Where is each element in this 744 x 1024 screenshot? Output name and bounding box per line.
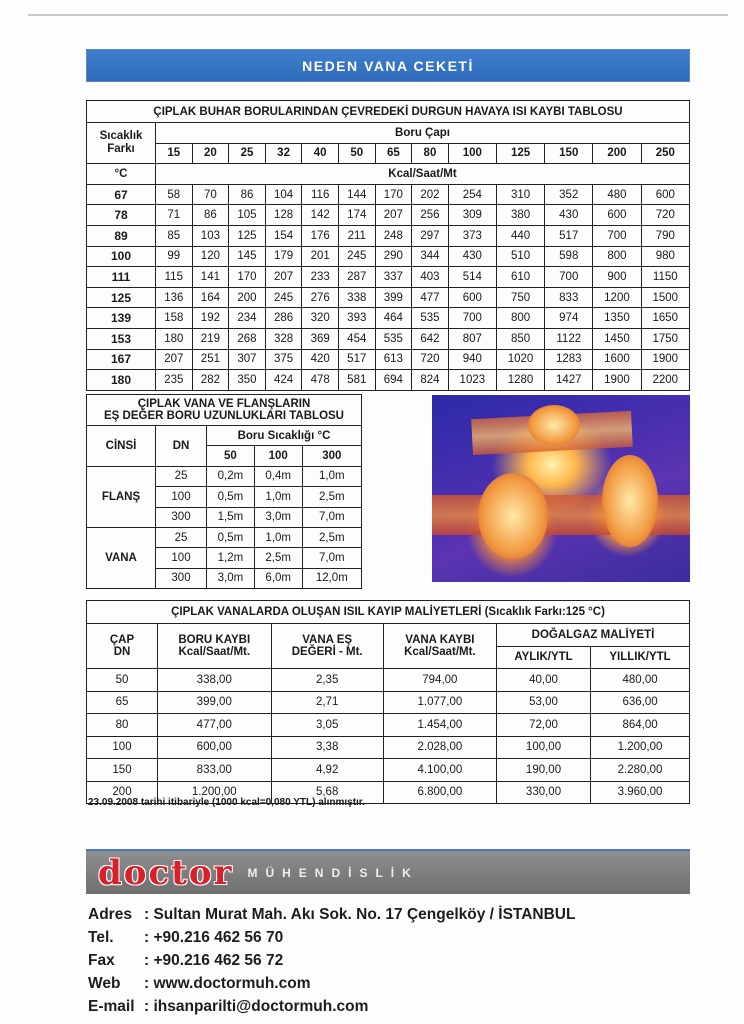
loss-cell: 136 — [156, 287, 193, 308]
loss-cell: 750 — [496, 287, 544, 308]
dn-header: DN — [156, 426, 207, 467]
loss-cell: 380 — [496, 205, 544, 226]
loss-cell: 393 — [338, 308, 375, 329]
loss-cell: 464 — [375, 308, 412, 329]
loss-cell: 207 — [156, 349, 193, 370]
loss-cell: 174 — [338, 205, 375, 226]
cost-table — [86, 600, 690, 804]
table-row — [87, 466, 362, 486]
valve-eq-l1: VANA EŞ — [302, 634, 353, 646]
loss-cell: 600 — [641, 184, 689, 205]
table-row — [87, 205, 690, 226]
cost-cell: 200 — [87, 781, 158, 804]
cost-cell: 3.960,00 — [591, 781, 690, 804]
cost-cell: 4,92 — [271, 759, 383, 782]
loss-cell: 248 — [375, 225, 412, 246]
table-row — [87, 370, 690, 391]
heat-loss-table — [86, 100, 690, 391]
equiv-title-line2: EŞ DEĞER BORU UZUNLUKLARI TABLOSU — [103, 410, 344, 422]
temp-diff-cell: 180 — [87, 370, 156, 391]
loss-cell: 287 — [338, 267, 375, 288]
cost-cell: 480,00 — [591, 669, 690, 692]
loss-cell: 375 — [265, 349, 302, 370]
loss-cell: 180 — [156, 328, 193, 349]
loss-cell: 235 — [156, 370, 193, 391]
loss-cell: 290 — [375, 246, 412, 267]
loss-cell: 477 — [412, 287, 449, 308]
loss-cell: 900 — [593, 267, 641, 288]
contact-value[interactable]: : www.doctormuh.com — [144, 974, 311, 992]
loss-cell: 207 — [265, 267, 302, 288]
diameter-cell: 20 — [192, 143, 229, 164]
loss-cell: 201 — [302, 246, 339, 267]
valve-eq-header — [271, 624, 383, 669]
loss-cell: 297 — [412, 225, 449, 246]
loss-cell: 251 — [192, 349, 229, 370]
loss-cell: 700 — [545, 267, 593, 288]
temp-diff-cell: 111 — [87, 267, 156, 288]
cap-header-l1: ÇAP — [109, 634, 135, 646]
temp-diff-cell: 78 — [87, 205, 156, 226]
loss-cell: 320 — [302, 308, 339, 329]
dn-cell: 300 — [156, 568, 207, 588]
cost-cell: 1.200,00 — [158, 781, 272, 804]
loss-cell: 478 — [302, 370, 339, 391]
loss-cell: 86 — [229, 184, 266, 205]
temp-diff-cell: 139 — [87, 308, 156, 329]
loss-cell: 1023 — [448, 370, 496, 391]
table-row — [87, 308, 690, 329]
contact-value[interactable]: : Sultan Murat Mah. Akı Sok. No. 17 Çengelköy / İSTANBUL — [144, 905, 576, 923]
pipe-loss-header — [158, 624, 272, 669]
loss-cell: 104 — [265, 184, 302, 205]
loss-cell: 454 — [338, 328, 375, 349]
loss-cell: 142 — [302, 205, 339, 226]
type-cell: VANA — [87, 527, 156, 588]
equiv-title-line1: ÇIPLAK VANA VE FLANŞLARIN — [137, 398, 311, 410]
loss-cell: 145 — [229, 246, 266, 267]
loss-cell: 399 — [375, 287, 412, 308]
cap-header — [87, 624, 158, 669]
length-cell: 2,5m — [302, 527, 361, 547]
cost-cell: 2,35 — [271, 669, 383, 692]
loss-cell: 807 — [448, 328, 496, 349]
temp-diff-cell: 167 — [87, 349, 156, 370]
loss-cell: 154 — [265, 225, 302, 246]
brand-logo: doctor — [98, 852, 234, 893]
length-cell: 3,0m — [254, 507, 302, 527]
loss-cell: 833 — [545, 287, 593, 308]
loss-cell: 369 — [302, 328, 339, 349]
length-cell: 7,0m — [302, 507, 361, 527]
loss-cell: 420 — [302, 349, 339, 370]
cost-cell: 65 — [87, 691, 158, 714]
loss-cell: 610 — [496, 267, 544, 288]
length-cell: 0,4m — [254, 466, 302, 486]
loss-cell: 974 — [545, 308, 593, 329]
cost-cell: 53,00 — [496, 691, 590, 714]
dn-cell: 100 — [156, 487, 207, 507]
loss-cell: 254 — [448, 184, 496, 205]
loss-cell: 824 — [412, 370, 449, 391]
cost-cell: 1.454,00 — [383, 714, 496, 737]
diameter-cell: 15 — [156, 143, 193, 164]
temp-diff-cell: 100 — [87, 246, 156, 267]
loss-cell: 164 — [192, 287, 229, 308]
contact-value[interactable]: : +90.216 462 56 72 — [144, 951, 284, 969]
loss-cell: 1150 — [641, 267, 689, 288]
cost-cell: 330,00 — [496, 781, 590, 804]
cost-cell: 6.800,00 — [383, 781, 496, 804]
loss-cell: 99 — [156, 246, 193, 267]
loss-cell: 176 — [302, 225, 339, 246]
loss-cell: 192 — [192, 308, 229, 329]
company-logo-bar — [86, 849, 690, 894]
type-cell: FLANŞ — [87, 466, 156, 527]
pipe-temp-header: Boru Sıcaklığı °C — [207, 426, 362, 446]
loss-cell: 256 — [412, 205, 449, 226]
table-row — [87, 184, 690, 205]
loss-cell: 103 — [192, 225, 229, 246]
table-row — [87, 527, 362, 547]
loss-cell: 286 — [265, 308, 302, 329]
loss-cell: 1650 — [641, 308, 689, 329]
loss-cell: 71 — [156, 205, 193, 226]
diameter-cell: 125 — [496, 143, 544, 164]
yearly-header: YILLIK/YTL — [591, 646, 690, 669]
loss-cell: 276 — [302, 287, 339, 308]
loss-cell: 1350 — [593, 308, 641, 329]
length-cell: 1,5m — [207, 507, 255, 527]
loss-cell: 517 — [338, 349, 375, 370]
diameter-header: Boru Çapı — [156, 123, 690, 144]
loss-cell: 350 — [229, 370, 266, 391]
loss-cell: 282 — [192, 370, 229, 391]
loss-cell: 105 — [229, 205, 266, 226]
loss-cell: 517 — [545, 225, 593, 246]
footnote: 23.09.2008 tarihi itibariyle (1000 kcal=0,080 YTL) alınmıştır. — [88, 797, 365, 808]
table-row — [87, 714, 690, 737]
valve-loss-header — [383, 624, 496, 669]
loss-cell: 720 — [641, 205, 689, 226]
contact-row — [88, 949, 575, 972]
diameter-cell: 32 — [265, 143, 302, 164]
length-cell: 2,5m — [254, 548, 302, 568]
table-row — [87, 736, 690, 759]
contact-label: E-mail — [88, 997, 135, 1015]
loss-cell: 613 — [375, 349, 412, 370]
diameter-cell: 200 — [593, 143, 641, 164]
loss-cell: 430 — [545, 205, 593, 226]
loss-cell: 1427 — [545, 370, 593, 391]
contact-value[interactable]: : +90.216 462 56 70 — [144, 928, 284, 946]
top-rule — [28, 14, 728, 16]
loss-cell: 1900 — [593, 370, 641, 391]
loss-cell: 1750 — [641, 328, 689, 349]
length-cell: 3,0m — [207, 568, 255, 588]
diameter-cell: 150 — [545, 143, 593, 164]
loss-cell: 179 — [265, 246, 302, 267]
table-row — [87, 287, 690, 308]
loss-cell: 403 — [412, 267, 449, 288]
loss-cell: 337 — [375, 267, 412, 288]
contact-row — [88, 972, 575, 995]
loss-cell: 141 — [192, 267, 229, 288]
diameter-cell: 80 — [412, 143, 449, 164]
diameter-cell: 25 — [229, 143, 266, 164]
table-row — [87, 328, 690, 349]
contact-label: Tel. — [88, 928, 114, 946]
equivalent-length-table — [86, 394, 362, 589]
cost-cell: 2.280,00 — [591, 759, 690, 782]
cost-cell: 190,00 — [496, 759, 590, 782]
contact-label: Web — [88, 974, 121, 992]
cost-cell: 72,00 — [496, 714, 590, 737]
length-cell: 1,0m — [302, 466, 361, 486]
contact-row — [88, 903, 575, 926]
contact-label: Adres — [88, 905, 132, 923]
brand-subtitle: MÜHENDİSLİK — [247, 865, 419, 880]
loss-cell: 598 — [545, 246, 593, 267]
cost-cell: 794,00 — [383, 669, 496, 692]
diameter-cell: 100 — [448, 143, 496, 164]
gas-cost-header: DOĞALGAZ MALİYETİ — [496, 624, 689, 647]
cost-cell: 4.100,00 — [383, 759, 496, 782]
cost-cell: 399,00 — [158, 691, 272, 714]
cost-cell: 477,00 — [158, 714, 272, 737]
page-banner: NEDEN VANA CEKETİ — [86, 49, 690, 82]
cost-cell: 864,00 — [591, 714, 690, 737]
length-cell: 0,2m — [207, 466, 255, 486]
table-row — [87, 225, 690, 246]
loss-cell: 170 — [375, 184, 412, 205]
loss-cell: 850 — [496, 328, 544, 349]
loss-cell: 514 — [448, 267, 496, 288]
loss-cell: 234 — [229, 308, 266, 329]
diameter-cell: 250 — [641, 143, 689, 164]
loss-cell: 700 — [448, 308, 496, 329]
length-cell: 1,0m — [254, 527, 302, 547]
cost-cell: 3,05 — [271, 714, 383, 737]
table-row — [87, 691, 690, 714]
loss-cell: 424 — [265, 370, 302, 391]
monthly-header: AYLIK/YTL — [496, 646, 590, 669]
diameter-cell: 40 — [302, 143, 339, 164]
cost-cell: 833,00 — [158, 759, 272, 782]
loss-cell: 352 — [545, 184, 593, 205]
cost-cell: 80 — [87, 714, 158, 737]
loss-cell: 115 — [156, 267, 193, 288]
loss-cell: 940 — [448, 349, 496, 370]
table-row — [87, 759, 690, 782]
loss-cell: 245 — [338, 246, 375, 267]
type-header: CİNSİ — [87, 426, 156, 467]
temp-diff-header: Sıcaklık Farkı — [87, 123, 156, 164]
temp-diff-cell: 89 — [87, 225, 156, 246]
dn-cell: 25 — [156, 527, 207, 547]
table-row — [87, 349, 690, 370]
loss-cell: 1200 — [593, 287, 641, 308]
loss-cell: 309 — [448, 205, 496, 226]
loss-cell: 700 — [593, 225, 641, 246]
cost-cell: 100 — [87, 736, 158, 759]
loss-cell: 694 — [375, 370, 412, 391]
cost-cell: 338,00 — [158, 669, 272, 692]
loss-cell: 85 — [156, 225, 193, 246]
cost-cell: 5,68 — [271, 781, 383, 804]
length-cell: 2,5m — [302, 487, 361, 507]
length-cell: 1,0m — [254, 487, 302, 507]
loss-cell: 510 — [496, 246, 544, 267]
length-cell: 1,2m — [207, 548, 255, 568]
pipe-loss-l1: BORU KAYBI — [178, 634, 251, 646]
cost-cell: 150 — [87, 759, 158, 782]
loss-cell: 1450 — [593, 328, 641, 349]
cost-cell: 100,00 — [496, 736, 590, 759]
loss-cell: 535 — [412, 308, 449, 329]
cost-cell: 2.028,00 — [383, 736, 496, 759]
table-row — [87, 246, 690, 267]
loss-cell: 440 — [496, 225, 544, 246]
loss-cell: 1020 — [496, 349, 544, 370]
loss-cell: 310 — [496, 184, 544, 205]
loss-cell: 1500 — [641, 287, 689, 308]
loss-cell: 116 — [302, 184, 339, 205]
diameter-row — [87, 143, 690, 164]
loss-cell: 158 — [156, 308, 193, 329]
unit-celsius: °C — [87, 164, 156, 185]
table-row — [87, 669, 690, 692]
loss-cell: 170 — [229, 267, 266, 288]
loss-cell: 800 — [496, 308, 544, 329]
cost-cell: 636,00 — [591, 691, 690, 714]
loss-cell: 1280 — [496, 370, 544, 391]
cost-cell: 1.077,00 — [383, 691, 496, 714]
loss-cell: 1600 — [593, 349, 641, 370]
diameter-cell: 50 — [338, 143, 375, 164]
loss-cell: 86 — [192, 205, 229, 226]
contact-block — [88, 903, 575, 1018]
loss-cell: 70 — [192, 184, 229, 205]
temp-diff-cell: 67 — [87, 184, 156, 205]
loss-cell: 1900 — [641, 349, 689, 370]
valve-eq-l2: DEĞERİ - Mt. — [291, 646, 363, 658]
unit-kcal: Kcal/Saat/Mt — [156, 164, 690, 185]
loss-cell: 2200 — [641, 370, 689, 391]
pipe-loss-l2: Kcal/Saat/Mt. — [178, 646, 251, 658]
loss-cell: 338 — [338, 287, 375, 308]
contact-label: Fax — [88, 951, 115, 969]
loss-cell: 211 — [338, 225, 375, 246]
cost-cell: 600,00 — [158, 736, 272, 759]
cap-header-l2: DN — [113, 646, 131, 658]
loss-cell: 307 — [229, 349, 266, 370]
dn-cell: 25 — [156, 466, 207, 486]
loss-cell: 344 — [412, 246, 449, 267]
loss-cell: 202 — [412, 184, 449, 205]
length-cell: 0,5m — [207, 527, 255, 547]
heat-loss-title: ÇIPLAK BUHAR BORULARINDAN ÇEVREDEKİ DURGUN HAVAYA ISI KAYBI TABLOSU — [87, 101, 690, 123]
loss-cell: 219 — [192, 328, 229, 349]
loss-cell: 373 — [448, 225, 496, 246]
contact-row — [88, 995, 575, 1018]
length-cell: 0,5m — [207, 487, 255, 507]
loss-cell: 430 — [448, 246, 496, 267]
loss-cell: 144 — [338, 184, 375, 205]
temp-cell: 300 — [302, 446, 361, 466]
cost-cell: 50 — [87, 669, 158, 692]
loss-cell: 800 — [593, 246, 641, 267]
loss-cell: 600 — [593, 205, 641, 226]
contact-row — [88, 926, 575, 949]
loss-cell: 720 — [412, 349, 449, 370]
loss-cell: 790 — [641, 225, 689, 246]
cost-cell: 3,38 — [271, 736, 383, 759]
length-cell: 7,0m — [302, 548, 361, 568]
loss-cell: 1122 — [545, 328, 593, 349]
diameter-cell: 65 — [375, 143, 412, 164]
temp-cell: 100 — [254, 446, 302, 466]
cost-cell: 2,71 — [271, 691, 383, 714]
loss-cell: 58 — [156, 184, 193, 205]
loss-cell: 480 — [593, 184, 641, 205]
cost-title: ÇIPLAK VANALARDA OLUŞAN ISIL KAYIP MALİYETLERİ (Sıcaklık Farkı:125 °C) — [87, 601, 690, 624]
length-cell: 12,0m — [302, 568, 361, 588]
loss-cell: 207 — [375, 205, 412, 226]
loss-cell: 328 — [265, 328, 302, 349]
loss-cell: 245 — [265, 287, 302, 308]
valve-loss-l1: VANA KAYBI — [405, 634, 475, 646]
loss-cell: 268 — [229, 328, 266, 349]
loss-cell: 600 — [448, 287, 496, 308]
loss-cell: 125 — [229, 225, 266, 246]
thermal-image — [432, 395, 690, 582]
cost-cell: 1.200,00 — [591, 736, 690, 759]
length-cell: 6,0m — [254, 568, 302, 588]
cost-cell: 40,00 — [496, 669, 590, 692]
loss-cell: 120 — [192, 246, 229, 267]
temp-diff-cell: 153 — [87, 328, 156, 349]
loss-cell: 128 — [265, 205, 302, 226]
dn-cell: 100 — [156, 548, 207, 568]
equiv-title — [87, 395, 362, 426]
loss-cell: 233 — [302, 267, 339, 288]
loss-cell: 200 — [229, 287, 266, 308]
table-row — [87, 267, 690, 288]
loss-cell: 980 — [641, 246, 689, 267]
loss-cell: 642 — [412, 328, 449, 349]
loss-cell: 1283 — [545, 349, 593, 370]
dn-cell: 300 — [156, 507, 207, 527]
valve-loss-l2: Kcal/Saat/Mt. — [404, 646, 476, 658]
temp-cell: 50 — [207, 446, 255, 466]
loss-cell: 535 — [375, 328, 412, 349]
contact-value[interactable]: : ihsanparilti@doctormuh.com — [144, 997, 369, 1015]
temp-diff-cell: 125 — [87, 287, 156, 308]
loss-cell: 581 — [338, 370, 375, 391]
